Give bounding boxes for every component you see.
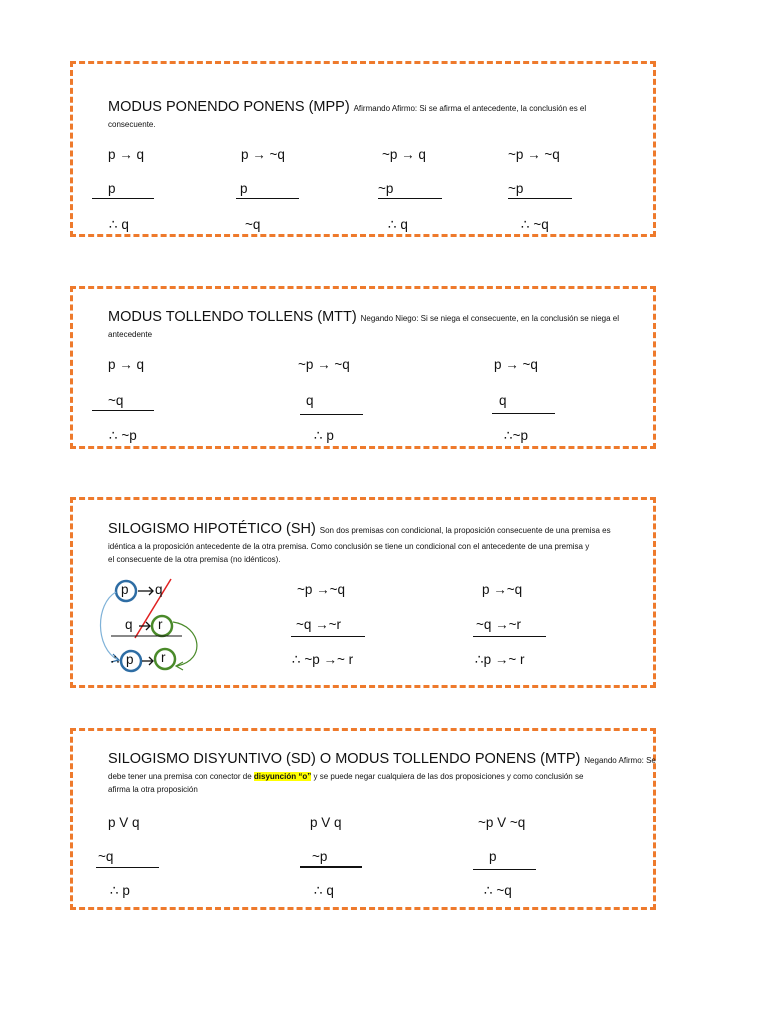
mtt-title: MODUS TOLLENDO TOLLENS (MTT) [108, 309, 357, 325]
sh-rule-3 [473, 636, 546, 637]
mpp-concl-4: ∴ ~q [521, 217, 549, 232]
mpp-title-line [108, 98, 586, 117]
mpp-title: MODUS PONENDO PONENS (MPP) [108, 99, 350, 115]
sh-c1-q2: q [125, 617, 133, 632]
sh-premise-3: p →~q [482, 582, 523, 597]
sd-desc-2b: y se puede negar cualquiera de las dos proposiciones y como conclusión se [313, 772, 584, 781]
sd-minor-1: ~q [98, 849, 114, 864]
sd-highlight-disyuncion: disyunción “o” [253, 772, 312, 781]
mpp-premise-3: ~p → q [382, 147, 426, 162]
mpp-concl-1: ∴ q [109, 217, 129, 232]
mpp-concl-2: ~q [245, 217, 261, 232]
sd-rule-2 [300, 866, 362, 868]
mpp-rule-1 [92, 198, 154, 199]
sd-rule-3 [473, 869, 536, 870]
sd-title-line [108, 750, 656, 769]
sh-minor-3: ~q →~r [476, 617, 522, 632]
sd-concl-2: ∴ q [314, 883, 334, 898]
sd-concl-3: ∴ ~q [484, 883, 512, 898]
mpp-premise-2: p → ~q [241, 147, 285, 162]
mpp-minor-4: ~p [508, 181, 524, 196]
sd-minor-2: ~p [312, 849, 328, 864]
sd-box [70, 728, 656, 910]
sh-desc: Son dos premisas con condicional, la proposición consecuente de una premisa es [319, 526, 611, 535]
sd-rule-1 [96, 867, 159, 868]
sd-title: SILOGISMO DISYUNTIVO (SD) O MODUS TOLLENDO PONENS (MTP) [108, 751, 581, 767]
mtt-desc-2: antecedente [108, 330, 153, 339]
mtt-premise-3: p → ~q [494, 357, 538, 372]
sh-rule-2 [291, 636, 365, 637]
sh-concl-3: ∴p →~ r [475, 652, 525, 667]
sh-c1-therefore: ∴ [111, 652, 120, 667]
blue-curve [100, 592, 118, 660]
mpp-concl-3: ∴ q [388, 217, 408, 232]
mtt-premise-2: ~p → ~q [298, 357, 350, 372]
mtt-concl-2: ∴ p [314, 428, 334, 443]
mpp-premise-1: p → q [108, 147, 145, 162]
mtt-rule-3 [492, 413, 555, 414]
sh-premise-2: ~p →~q [297, 582, 346, 597]
sh-c1-cr: r [161, 650, 166, 665]
mtt-premise-1: p → q [108, 357, 145, 372]
mpp-desc: Afirmando Afirmo: Si se afirma el antecedente, la conclusión es el [353, 104, 587, 113]
mtt-concl-1: ∴ ~p [109, 428, 137, 443]
sh-desc-2: idéntica a la proposición antecedente de la otra premisa. Como conclusión se tiene un condicional con el antecedente de una premisa y [108, 542, 590, 551]
sh-box [70, 497, 656, 688]
sd-concl-1: ∴ p [110, 883, 130, 898]
mpp-minor-3: ~p [378, 181, 394, 196]
mpp-minor-2: p [240, 181, 248, 196]
sh-c1-cp: p [126, 652, 134, 667]
mpp-desc-2: consecuente. [108, 120, 156, 129]
mpp-rule-3 [378, 198, 442, 199]
mpp-rule-2 [236, 198, 299, 199]
sh-minor-2: ~q →~r [296, 617, 342, 632]
mpp-rule-4 [508, 198, 572, 199]
mtt-minor-3: q [499, 393, 507, 408]
mtt-rule-2 [300, 414, 363, 415]
mtt-box [70, 286, 656, 449]
mpp-minor-1: p [108, 181, 116, 196]
sh-c1-p: p [121, 582, 129, 597]
mtt-title-line [108, 308, 619, 327]
sd-premise-1: p V q [108, 815, 140, 830]
mpp-box [70, 61, 656, 237]
sd-desc-3: afirma la otra proposición [108, 785, 198, 794]
mtt-desc: Negando Niego: Si se niega el consecuente, en la conclusión se niega el [360, 314, 619, 323]
sd-premise-3: ~p V ~q [478, 815, 526, 830]
sd-desc-2a: debe tener una premisa con conector de [108, 772, 252, 781]
sh-c1-r: r [158, 617, 163, 632]
mtt-minor-1: ~q [108, 393, 124, 408]
green-curve [173, 622, 197, 666]
sh-title: SILOGISMO HIPOTÉTICO (SH) [108, 521, 316, 537]
mpp-premise-4: ~p → ~q [508, 147, 560, 162]
sd-desc-2 [108, 771, 583, 782]
mtt-rule-1 [92, 410, 154, 411]
sd-minor-3: p [489, 849, 497, 864]
sd-premise-2: p V q [310, 815, 342, 830]
mtt-concl-3: ∴~p [504, 428, 528, 443]
mtt-minor-2: q [306, 393, 314, 408]
sh-c1-q: q [155, 582, 163, 597]
sh-concl-2: ∴ ~p →~ r [292, 652, 354, 667]
sd-desc: Negando Afirmo: Se [584, 756, 656, 765]
sh-desc-3: el consecuente de la otra premisa (no idénticos). [108, 555, 281, 564]
